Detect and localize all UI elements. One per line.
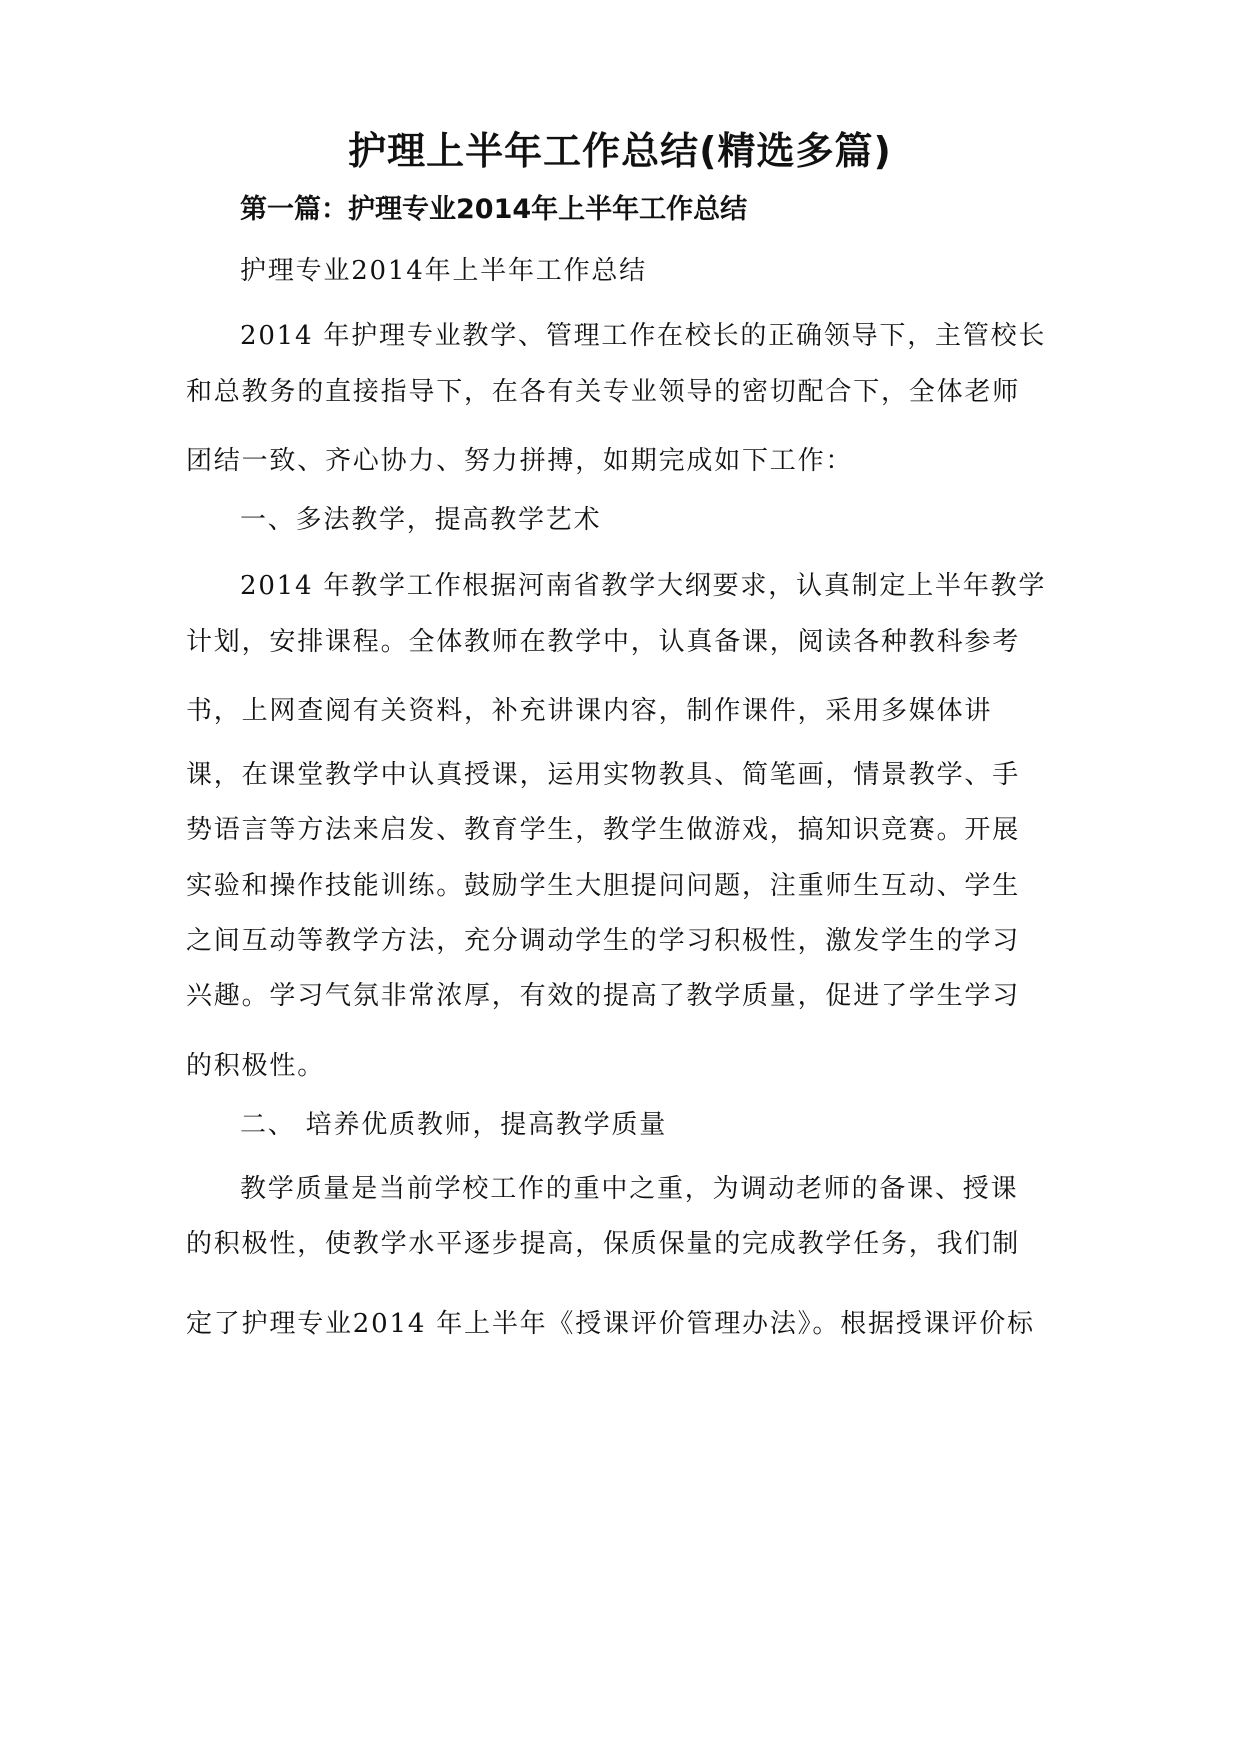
paragraph-line: 书，上网查阅有关资料，补充讲课内容，制作课件，采用多媒体讲 bbox=[186, 696, 993, 726]
paragraph-line: 课，在课堂教学中认真授课，运用实物教具、简笔画，情景教学、手 bbox=[186, 760, 1021, 790]
section-heading: 第一篇：护理专业2014年上半年工作总结 bbox=[240, 194, 748, 225]
paragraph-line: 2014 年护理专业教学、管理工作在校长的正确领导下，主管校长 bbox=[240, 321, 1047, 351]
paragraph-line: 计划，安排课程。全体教师在教学中，认真备课，阅读各种教科参考 bbox=[186, 627, 1021, 657]
paragraph-line: 定了护理专业2014 年上半年《授课评价管理办法》。根据授课评价标 bbox=[186, 1309, 1035, 1339]
paragraph-line: 势语言等方法来启发、教育学生，教学生做游戏，搞知识竞赛。开展 bbox=[186, 815, 1021, 845]
paragraph-line: 和总教务的直接指导下，在各有关专业领导的密切配合下，全体老师 bbox=[186, 377, 1021, 407]
paragraph-line: 兴趣。学习气氛非常浓厚，有效的提高了教学质量，促进了学生学习 bbox=[186, 981, 1021, 1011]
paragraph-line: 教学质量是当前学校工作的重中之重，为调动老师的备课、授课 bbox=[240, 1174, 1019, 1204]
paragraph-line: 二、 培养优质教师，提高教学质量 bbox=[240, 1110, 668, 1140]
paragraph-line: 的积极性，使教学水平逐步提高，保质保量的完成教学任务，我们制 bbox=[186, 1229, 1021, 1259]
paragraph-line: 2014 年教学工作根据河南省教学大纲要求，认真制定上半年教学 bbox=[240, 571, 1047, 601]
paragraph-line: 一、多法教学，提高教学艺术 bbox=[240, 505, 602, 535]
paragraph-line: 实验和操作技能训练。鼓励学生大胆提问问题，注重师生互动、学生 bbox=[186, 871, 1021, 901]
paragraph-line: 的积极性。 bbox=[186, 1051, 326, 1081]
document-title: 护理上半年工作总结(精选多篇) bbox=[348, 129, 892, 173]
paragraph-line: 护理专业2014年上半年工作总结 bbox=[240, 256, 647, 286]
paragraph-line: 之间互动等教学方法，充分调动学生的学习积极性，激发学生的学习 bbox=[186, 926, 1021, 956]
paragraph-line: 团结一致、齐心协力、努力拼搏，如期完成如下工作： bbox=[186, 446, 854, 476]
